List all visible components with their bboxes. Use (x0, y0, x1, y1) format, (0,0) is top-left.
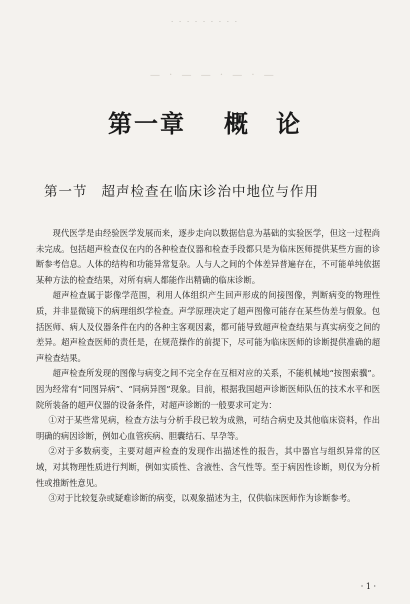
body-text (36, 226, 380, 507)
section-heading (44, 180, 384, 200)
list-item: ③对于比较复杂或疑难诊断的病变，以观象描述为主，仅供临床医师作为诊断参考。 (48, 493, 356, 504)
list-item: ①对于某些常见病，检查方法与分析手段已较为成熟，可结合病史及其他临床资料，作出明确的病因诊断，例如心血管疾病、胆囊结石、早孕等。 (36, 415, 380, 441)
chapter-heading (0, 104, 410, 139)
paragraph: 超声检查属于影像学范围，利用人体组织产生回声形成的间接图像，判断病变的物理性质，并非显微镜下的病理组织学检查。声学原理决定了超声图像可能存在某些伪差与假象。包括医师、病人及仪器条件在内的各种主客观因素，都可能导致超声检查结果与真实病变之间的差异。超声检查医师的责任是，在规范操作的前提下，尽可能为临床医师的诊断提供准确的超声检查结果。 (36, 290, 380, 363)
list-item: ②对于多数病变，主要对超声检查的发现作出描述性的报告，其中器官与组织异常的区域，对其物理性质进行判断，例如实质性、含液性、含气性等。至于病因性诊断，则仅为分析性或推断性意见。 (36, 446, 380, 488)
bleed-through-text: — · — — · — · — (150, 70, 277, 81)
running-head-bleed: - - - - - - - - - (171, 18, 239, 25)
section-number: 第一节 (44, 184, 88, 200)
paragraph: 超声检查所发现的图像与病变之间不完全存在互相对应的关系，不能机械地“按图索骥”。因为经常有“同图异病”、“同病异图”现象。目前，根据我国超声诊断医师队伍的技术水平和医院所装备的超声仪器的设备条件，对超声诊断的一般要求可定为： (36, 368, 380, 410)
paragraph: 现代医学是由经验医学发展而来，逐步走向以数据信息为基础的实验医学，但这一过程尚未完成。包括超声检查仪在内的各种检查仪器和检查手段都只是为临床医师提供某些方面的诊断参考信息。人体的结构和功能异常复杂。人与人之间的个体差异普遍存在，不可能单纯依据某种方法的检查结果，对所有病人都能作出精确的临床诊断。 (36, 228, 380, 285)
page-number: · 1 · (360, 582, 376, 591)
section-title: 超声检查在临床诊治中地位与作用 (101, 184, 319, 200)
chapter-title: 概 论 (224, 110, 302, 138)
chapter-label: 第一章 (108, 110, 186, 138)
